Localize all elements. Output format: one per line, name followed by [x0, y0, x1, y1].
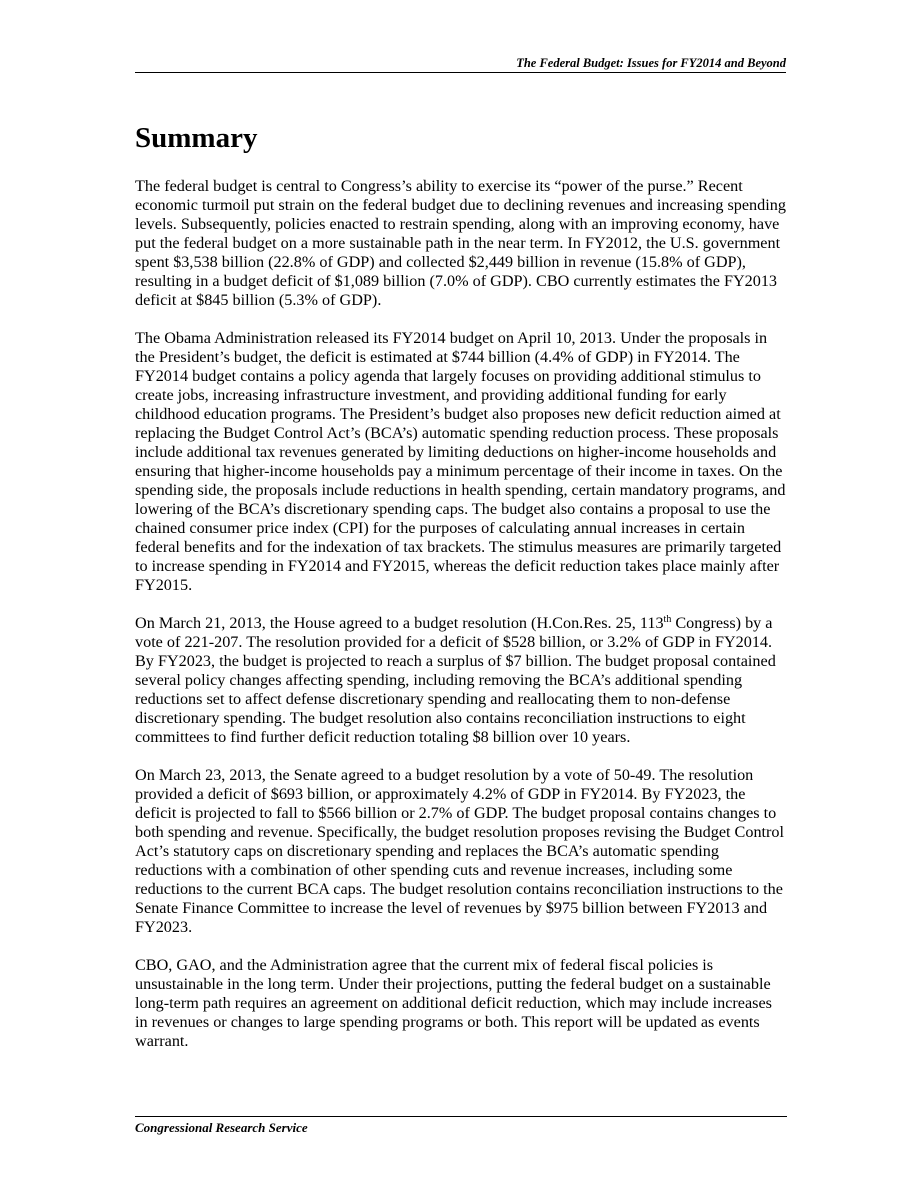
summary-body [135, 177, 787, 1070]
ordinal-superscript: th [663, 614, 672, 625]
paragraph-long-term-outlook: CBO, GAO, and the Administration agree that the current mix of federal fiscal policies is unsustainable in the long term. Under their projections, putting the federal budget on a sustainable long-term path requires an agreement on additional deficit reduction, which may include increases in revenues or changes to large spending programs or both. This report will be updated as events warrant. [135, 956, 772, 1050]
page-title: Summary [135, 122, 258, 154]
house-text-part-1: On March 21, 2013, the House agreed to a budget resolution (H.Con.Res. 25, 113 [135, 614, 664, 632]
paragraph-fiscal-overview: The federal budget is central to Congress’s ability to exercise its “power of the purse.” Recent economic turmoil put strain on the federal budget due to declining revenues and increasing spending levels. Subsequently, policies enacted to restrain spending, along with an improving economy, have put the federal budget on a more sustainable path in the near term. In FY2012, the U.S. government spent $3,538 billion (22.8% of GDP) and collected $2,449 billion in revenue (15.8% of GDP), resulting in a budget deficit of $1,089 billion (7.0% of GDP). CBO currently estimates the FY2013 deficit at $845 billion (5.3% of GDP). [135, 177, 786, 309]
paragraph-senate-resolution: On March 23, 2013, the Senate agreed to a budget resolution by a vote of 50-49. The resolution provided a deficit of $693 billion, or approximately 4.2% of GDP in FY2014. By FY2023, the deficit is projected to fall to $566 billion or 2.7% of GDP. The budget proposal contains changes to both spending and revenue. Specifically, the budget resolution proposes revising the Budget Control Act’s statutory caps on discretionary spending and replaces the BCA’s automatic spending reductions with a combination of other spending cuts and revenue increases, including some reductions to the current BCA caps. The budget resolution contains reconciliation instructions to the Senate Finance Committee to increase the level of revenues by $975 billion between FY2013 and FY2023. [135, 766, 785, 936]
footer-text: Congressional Research Service [135, 1120, 308, 1135]
house-text-part-2: Congress) by a vote of 221-207. The resolution provided for a deficit of $528 billion, or 3.2% of GDP in FY2014. By FY2023, the budget is projected to reach a surplus of $7 billion. The budget proposal contained several policy changes affecting spending, including removing the BCA’s additional spending reductions set to affect defense discretionary spending and reallocating them to non-defense discretionary spending. The budget resolution also contains reconciliation instructions to eight committees to find further deficit reduction totaling $8 billion over 10 years. [135, 614, 776, 746]
running-header: The Federal Budget: Issues for FY2014 and Beyond [516, 56, 786, 70]
header-divider [135, 72, 786, 73]
paragraph-presidents-budget: The Obama Administration released its FY2014 budget on April 10, 2013. Under the proposals in the President’s budget, the deficit is estimated at $744 billion (4.4% of GDP) in FY2014. The FY2014 budget contains a policy agenda that largely focuses on providing additional stimulus to create jobs, increasing infrastructure investment, and providing additional funding for early childhood education programs. The President’s budget also proposes new deficit reduction aimed at replacing the Budget Control Act’s (BCA’s) automatic spending reduction process. These proposals include additional tax revenues generated by limiting deductions on higher-income households and ensuring that higher-income households pay a minimum percentage of their income in taxes. On the spending side, the proposals include reductions in health spending, certain mandatory programs, and lowering of the BCA’s discretionary spending caps. The budget also contains a proposal to use the chained consumer price index (CPI) for the purposes of calculating annual increases in certain federal benefits and for the indexation of tax brackets. The stimulus measures are primarily targeted to increase spending in FY2014 and FY2015, whereas the deficit reduction takes place mainly after FY2015. [135, 329, 786, 594]
footer-divider [135, 1116, 787, 1117]
paragraph-house-resolution [135, 614, 787, 747]
